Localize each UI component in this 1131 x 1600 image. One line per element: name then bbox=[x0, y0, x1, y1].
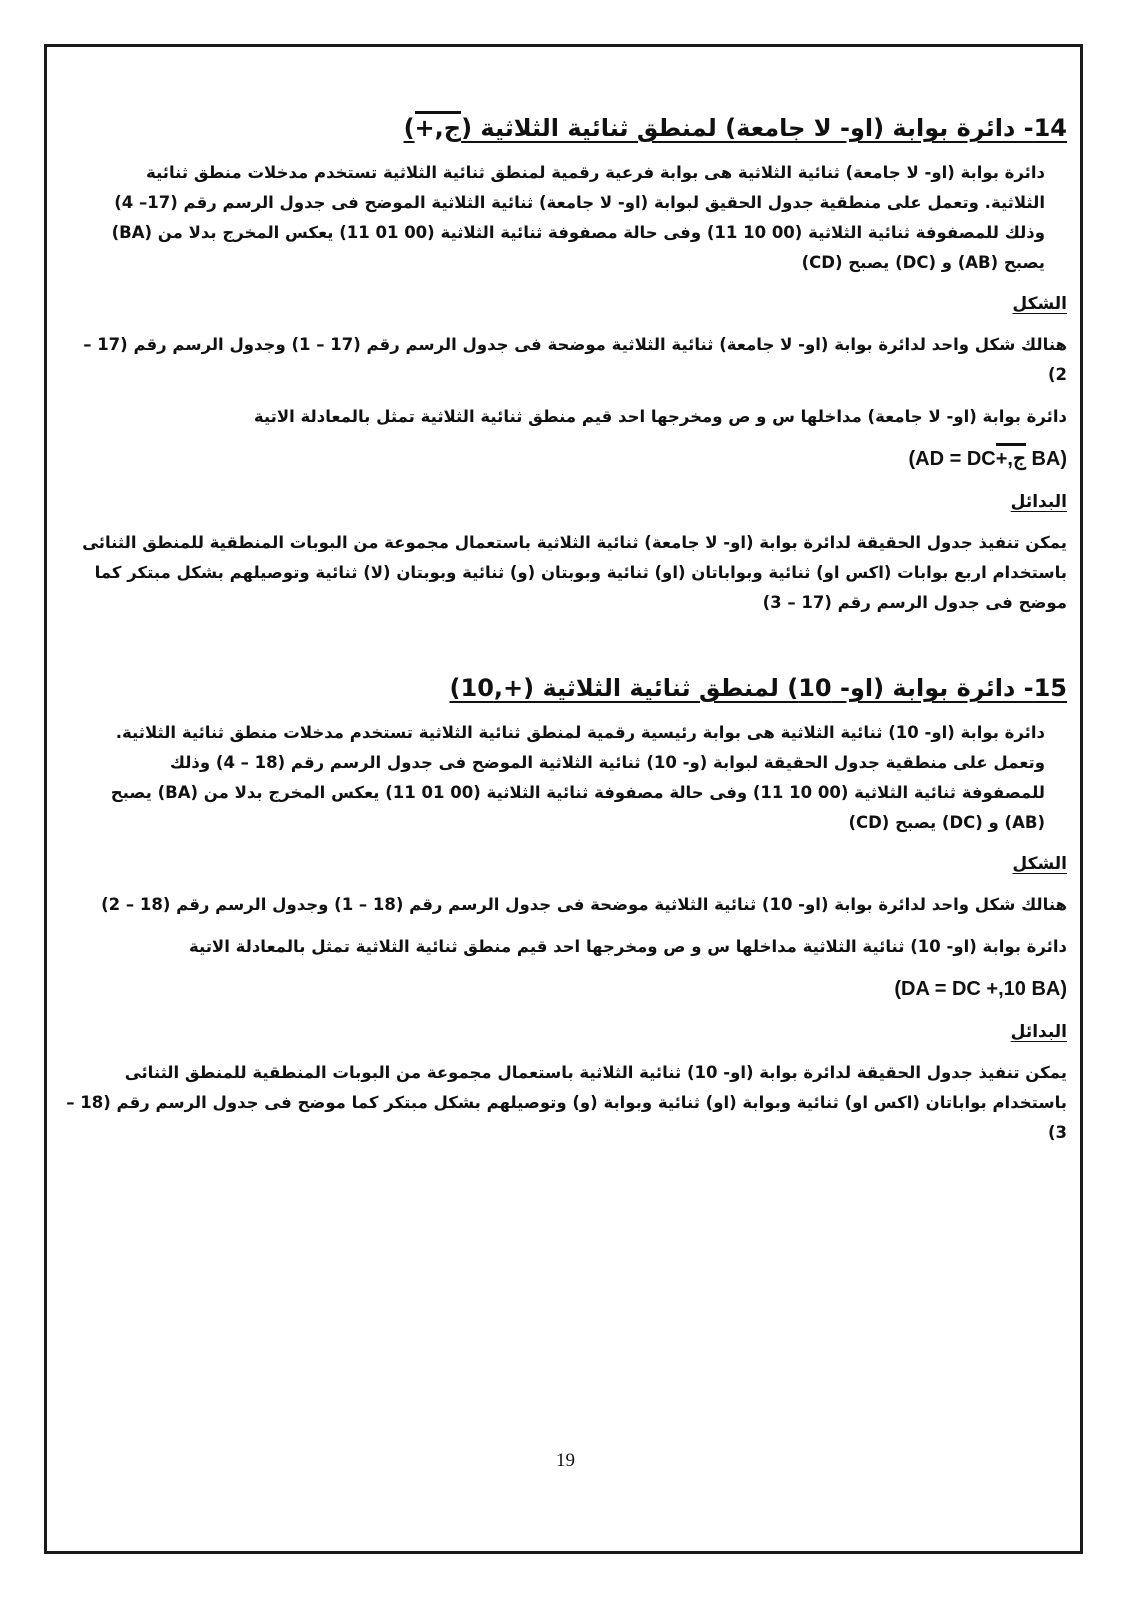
page-content bbox=[64, 110, 1067, 1148]
section-15-shape-text-1: هنالك شكل واحد لدائرة بوابة (او- 10) ثنائية الثلاثية موضحة فى جدول الرسم رقم (18 – 1) وجدول الرسم رقم (18 – 2) bbox=[101, 895, 1067, 914]
section-15-intro: دائرة بوابة (او- 10) ثنائية الثلاثية هى بوابة رئيسية رقمية لمنطق ثنائية الثلاثية تستخدم مدخلات منطق ثنائية الثلاثية. وتعمل على منطقية جدول الحقيقة لبوابة (و- 10) ثنائية الثلاثية الموضح فى جدول الرسم رقم (18 – 4) وذلك للمصفوفة ثنائية الثلاثية (00 10 11) وفى حالة مصفوفة ثنائية الثلاثية (00 01 11) يعكس المخرج بدلا من (BA) يصبح (AB) و (DC) يصبح (CD) bbox=[110, 723, 1045, 832]
section-14-intro: دائرة بوابة (او- لا جامعة) ثنائية الثلاثية هى بوابة فرعية رقمية لمنطق ثنائية الثلاثية تستخدم مدخلات منطق ثنائية الثلاثية. وتعمل على منطقية جدول الحقيق لبوابة (او- لا جامعة) ثنائية الثلاثية الموضح فى جدول الرسم رقم (17– 4) وذلك للمصفوفة ثنائية الثلاثية (00 10 11) وفى حالة مصفوفة ثنائية الثلاثية (00 01 11) يعكس المخرج بدلا من (BA) يصبح (AB) و (DC) يصبح (CD) bbox=[111, 163, 1045, 272]
section-14-equation bbox=[64, 442, 1067, 476]
section-15-equation: (DA = DC +,10 BA) bbox=[894, 978, 1067, 1000]
section-14-title-symbol: ج,+ bbox=[415, 110, 462, 146]
section-15-heading: 15- دائرة بوابة (او- 10) لمنطق ثنائية الثلاثية (+,10) bbox=[449, 674, 1067, 702]
section-15-alternatives-text: يمكن تنفيذ جدول الحقيقة لدائرة بوابة (او- 10) ثنائية الثلاثية باستعمال مجموعة من البوبات المنطقية للمنطق الثنائى باستخدام بواباتان (اكس او) ثنائية وبوابة (او) ثنائية وبوابة (و) وتوصيلهم بشكل مبتكر كما موضح فى جدول الرسم رقم (18 – 3) bbox=[66, 1063, 1067, 1142]
section-14-equation-end: BA) bbox=[1025, 448, 1067, 470]
section-14-heading bbox=[64, 110, 1067, 146]
section-14-shape-text-1: هنالك شكل واحد لدائرة بوابة (او- لا جامعة) ثنائية الثلاثية موضحة فى جدول الرسم رقم (17 – 1) وجدول الرسم رقم (17 – 2) bbox=[83, 335, 1067, 384]
section-15-alternatives-label: البدائل bbox=[1010, 1022, 1067, 1042]
section-15-shape-text-2: دائرة بوابة (او- 10) ثنائية الثلاثية مداخلها س و ص ومخرجها احد قيم منطق ثنائية الثلاثية تمثل بالمعادلة الاتية bbox=[189, 937, 1067, 956]
section-14-shape-label: الشكل bbox=[1012, 294, 1067, 314]
page-number: 19 bbox=[556, 1450, 575, 1471]
section-14-alternatives-label: البدائل bbox=[1010, 492, 1067, 512]
section-15-shape-label: الشكل bbox=[1012, 854, 1067, 874]
section-14-shape-text-2: دائرة بوابة (او- لا جامعة) مداخلها س و ص ومخرجها احد قيم منطق ثنائية الثلاثية تمثل بالمعادلة الاتية bbox=[253, 407, 1067, 426]
section-14-equation-start: (AD = DC bbox=[908, 448, 996, 470]
section-14-title: 14- دائرة بوابة (او- لا جامعة) لمنطق ثنائية الثلاثية ( bbox=[461, 114, 1067, 142]
section-14-alternatives-text: يمكن تنفيذ جدول الحقيقة لدائرة بوابة (او- لا جامعة) ثنائية الثلاثية باستعمال مجموعة من البوبات المنطقية للمنطق الثنائى باستخدام اربع بوابات (اكس او) ثنائية وبواباتان (او) ثنائية وبوبتان (و) ثنائية وبوبتان (لا) ثنائية وتوصيلهم بشكل مبتكر كما موضح فى جدول الرسم رقم (17 – 3) bbox=[82, 533, 1067, 612]
section-14-title-end: ) bbox=[403, 114, 415, 142]
section-14-equation-symbol: +,ج bbox=[996, 442, 1026, 476]
